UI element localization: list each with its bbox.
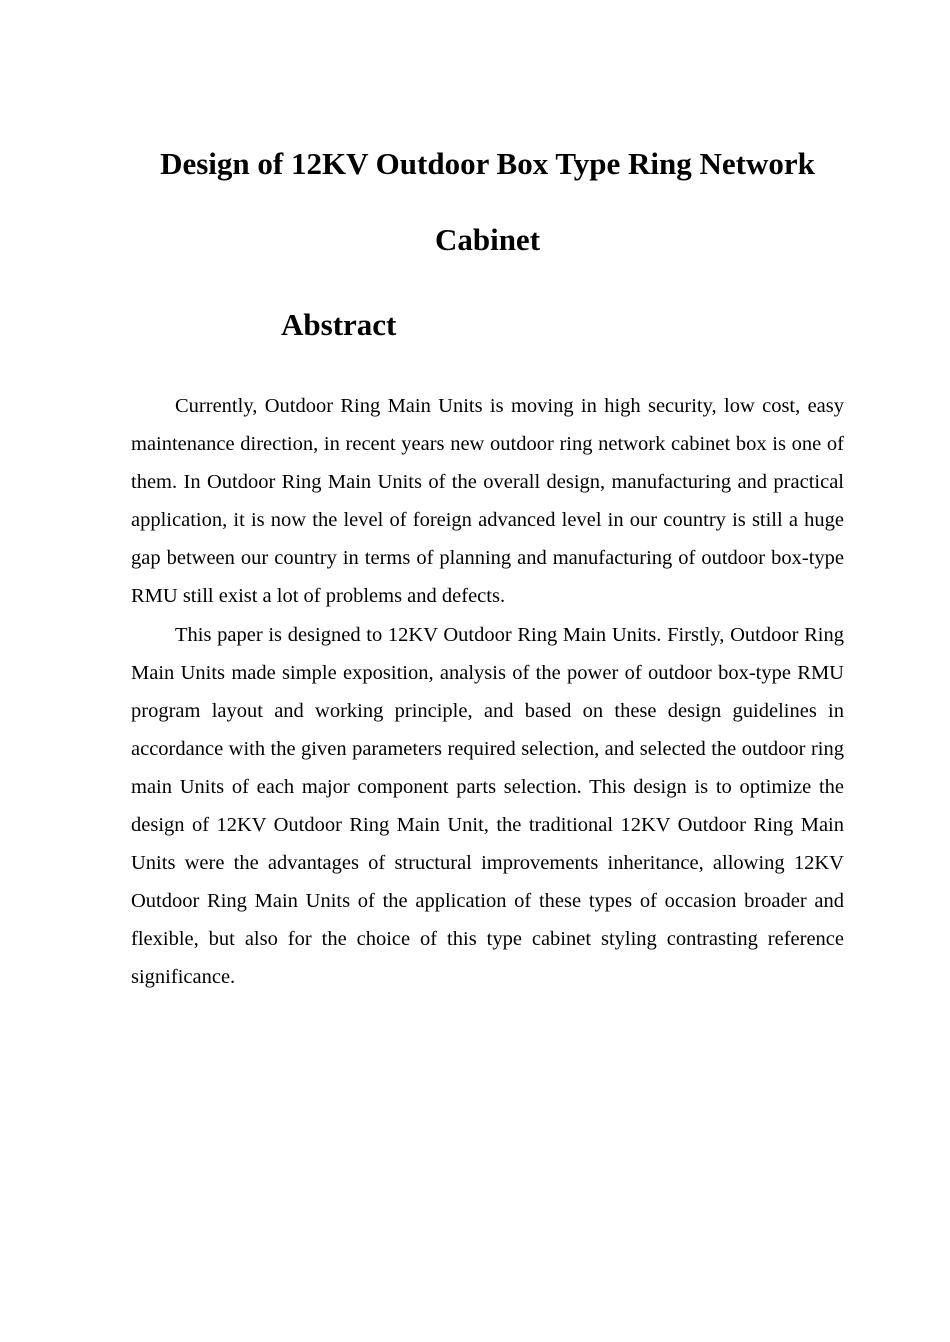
title-line-1: Design of 12KV Outdoor Box Type Ring Network — [160, 146, 815, 181]
title-line-2: Cabinet — [434, 222, 541, 257]
abstract-paragraph-2: This paper is designed to 12KV Outdoor Ring Main Units. Firstly, Outdoor Ring Main Units made simple exposition, analysis of the power of outdoor box-type RMU program layout and working principle, and based on these design guidelines in accordance with the given parameters required selection, and selected the outdoor ring main Units of each major component parts selection. This design is to optimize the design of 12KV Outdoor Ring Main Unit, the traditional 12KV Outdoor Ring Main Units were the advantages of structural improvements inheritance, allowing 12KV Outdoor Ring Main Units of the application of these types of occasion broader and flexible, but also for the choice of this type cabinet styling contrasting reference significance. — [131, 623, 844, 989]
abstract-heading: Abstract — [281, 307, 397, 342]
abstract-body — [131, 387, 844, 997]
abstract-paragraph-1: Currently, Outdoor Ring Main Units is moving in high security, low cost, easy maintenance direction, in recent years new outdoor ring network cabinet box is one of them. In Outdoor Ring Main Units of the overall design, manufacturing and practical application, it is now the level of foreign advanced level in our country is still a huge gap between our country in terms of planning and manufacturing of outdoor box-type RMU still exist a lot of problems and defects. — [131, 395, 844, 608]
page-title — [131, 126, 844, 278]
